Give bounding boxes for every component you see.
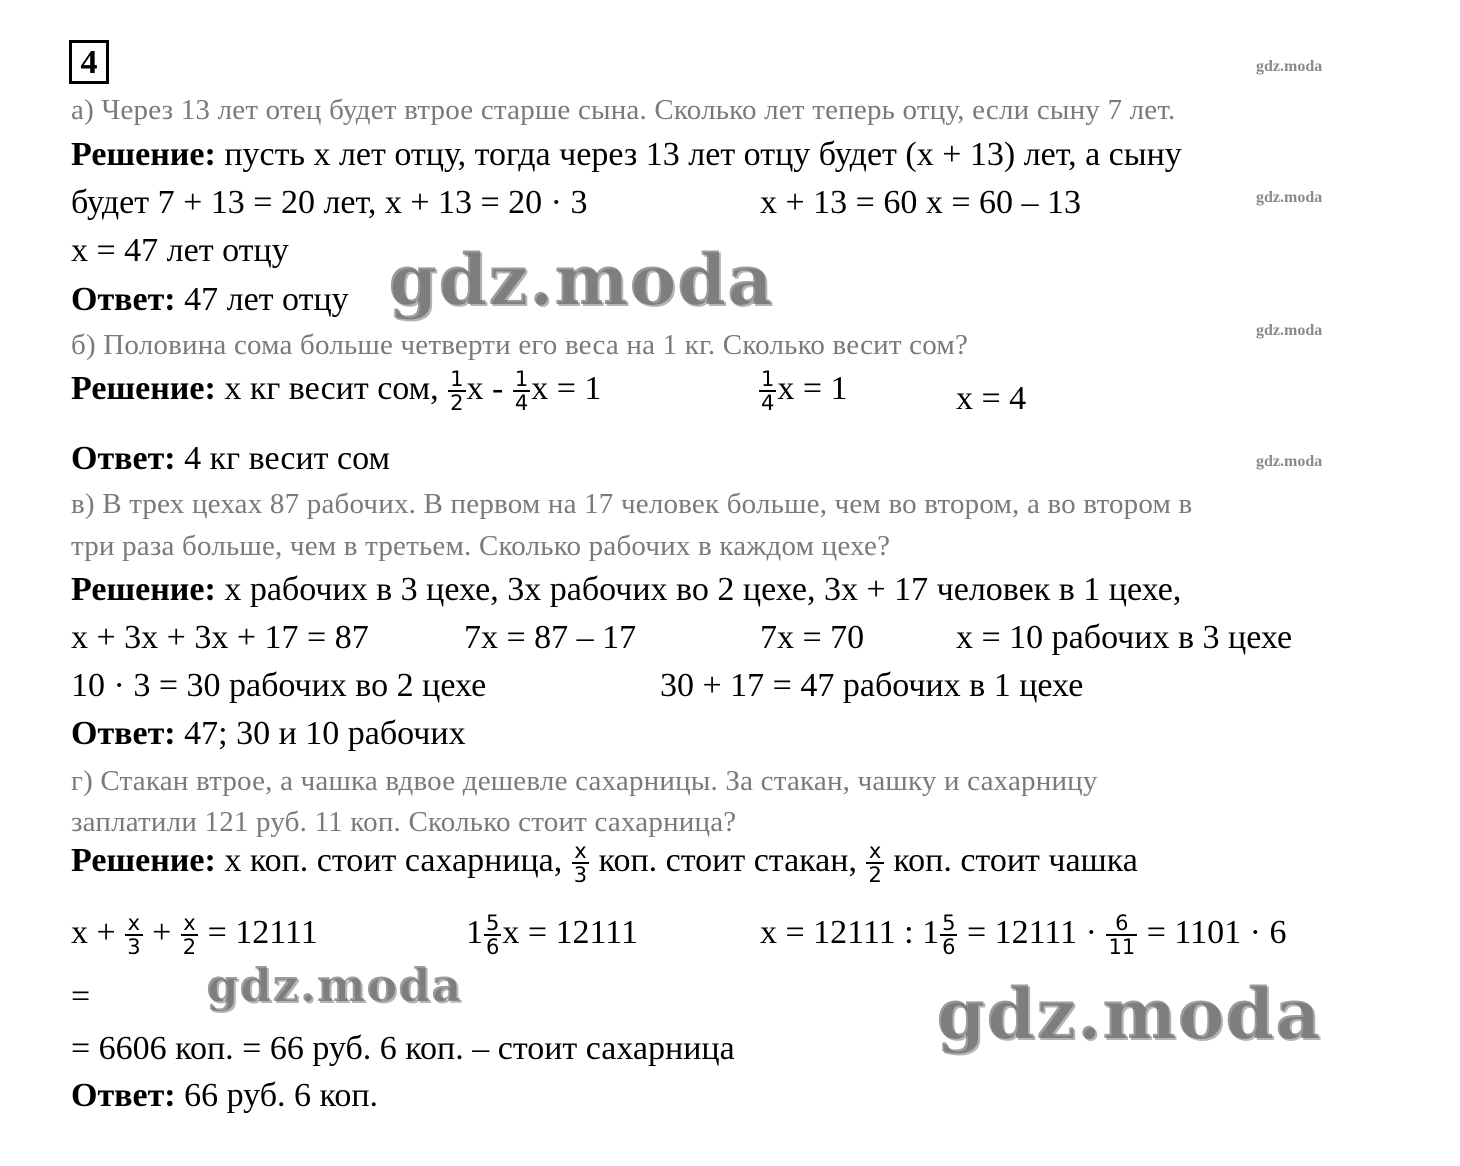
solution-c-l2a: х + 3х + 3х + 17 = 87 [71,619,369,656]
solution-c-l3a: 10 · 3 = 30 рабочих во 2 цехе [71,667,487,704]
fraction: $\frac{1}{2}$ [450,367,464,415]
solution-c-l2c: 7х = 70 [760,619,865,656]
question-c-line2: три раза больше, чем в третьем. Сколько рабочих в каждом цехе? [71,530,891,562]
watermark-small: gdz.moda [1256,453,1323,470]
solution-b-eq2: $\frac{1}{4}$ х = 1 [761,367,848,415]
answer-c: Ответ: 47; 30 и 10 рабочих [71,715,466,752]
question-d-line2: заплатили 121 руб. 11 коп. Сколько стоит сахарница? [71,806,737,838]
question-b: б) Половина сома больше четверти его веса на 1 кг. Сколько весит сом? [71,329,969,361]
solution-d-final: = 6606 коп. = 66 руб. 6 коп. – стоит сахарница [71,1030,735,1067]
fraction: $\frac{5}{6}$ [486,911,500,959]
solution-c-l3b: 30 + 17 = 47 рабочих в 1 цехе [660,667,1084,704]
solution-a-line1: Решение: пусть х лет отцу, тогда через 13 лет отцу будет (х + 13) лет, а сыну [71,136,1182,173]
watermark-small: gdz.moda [1256,189,1323,206]
solution-d-equals: = [71,978,91,1015]
fraction: $\frac{x}{3}$ [573,839,588,887]
fraction: $\frac{x}{3}$ [127,911,141,959]
solution-b: Решение: х кг весит сом, $\frac{1}{2}$ х - $\frac{1}{4}$ х = 1 [71,367,602,415]
solution-d-eq3: х = 12111 : 1 $\frac{5}{6}$ = 12111 · $\frac{6}{11}$ = 1101 · 6 [760,911,1287,959]
question-c-line1: в) В трех цехах 87 рабочих. В первом на 17 человек больше, чем во втором, а во втором в [71,488,1193,520]
fraction: $\frac{6}{11}$ [1108,911,1136,959]
solution-a-line2a: будет 7 + 13 = 20 лет, х + 13 = 20 · 3 [71,184,588,221]
watermark-small: gdz.moda [1256,58,1323,75]
answer-a: Ответ: 47 лет отцу [71,281,349,318]
solution-c-line1: Решение: х рабочих в 3 цехе, 3х рабочих во 2 цехе, 3х + 17 человек в 1 цехе, [71,571,1182,608]
answer-d: Ответ: 66 руб. 6 коп. [71,1077,379,1114]
solution-a-line3: х = 47 лет отцу [71,232,289,269]
task-number: 4 [69,40,109,84]
watermark-big: gdz.moda [388,238,774,321]
fraction: $\frac{5}{6}$ [942,911,956,959]
solution-b-eq3: х = 4 [956,380,1027,417]
answer-b: Ответ: 4 кг весит сом [71,440,390,477]
question-d-line1: г) Стакан втрое, а чашка вдвое дешевле сахарницы. За стакан, чашку и сахарницу [71,765,1098,797]
fraction: $\frac{x}{2}$ [868,839,882,887]
watermark-big: gdz.moda [206,958,462,1012]
watermark-small: gdz.moda [1256,322,1323,339]
solution-c-l2b: 7х = 87 – 17 [464,619,637,656]
solution-d-eq2: 1 $\frac{5}{6}$ х = 12111 [466,911,639,959]
question-a: а) Через 13 лет отец будет втрое старше сына. Сколько лет теперь отцу, если сыну 7 лет. [71,94,1176,126]
solution-d: Решение: х коп. стоит сахарница, $\frac{x}{3}$ коп. стоит стакан, $\frac{x}{2}$ коп. стоит чашка [71,839,1138,887]
fraction: $\frac{1}{4}$ [514,367,529,415]
watermark-big: gdz.moda [936,972,1322,1055]
solution-a-line2b: х + 13 = 60 х = 60 – 13 [760,184,1082,221]
solution-c-l2d: х = 10 рабочих в 3 цехе [956,619,1293,656]
solution-d-eq1: х + $\frac{x}{3}$ + $\frac{x}{2}$ = 12111 [71,911,318,959]
fraction: $\frac{1}{4}$ [761,367,775,415]
fraction: $\frac{x}{2}$ [182,911,197,959]
